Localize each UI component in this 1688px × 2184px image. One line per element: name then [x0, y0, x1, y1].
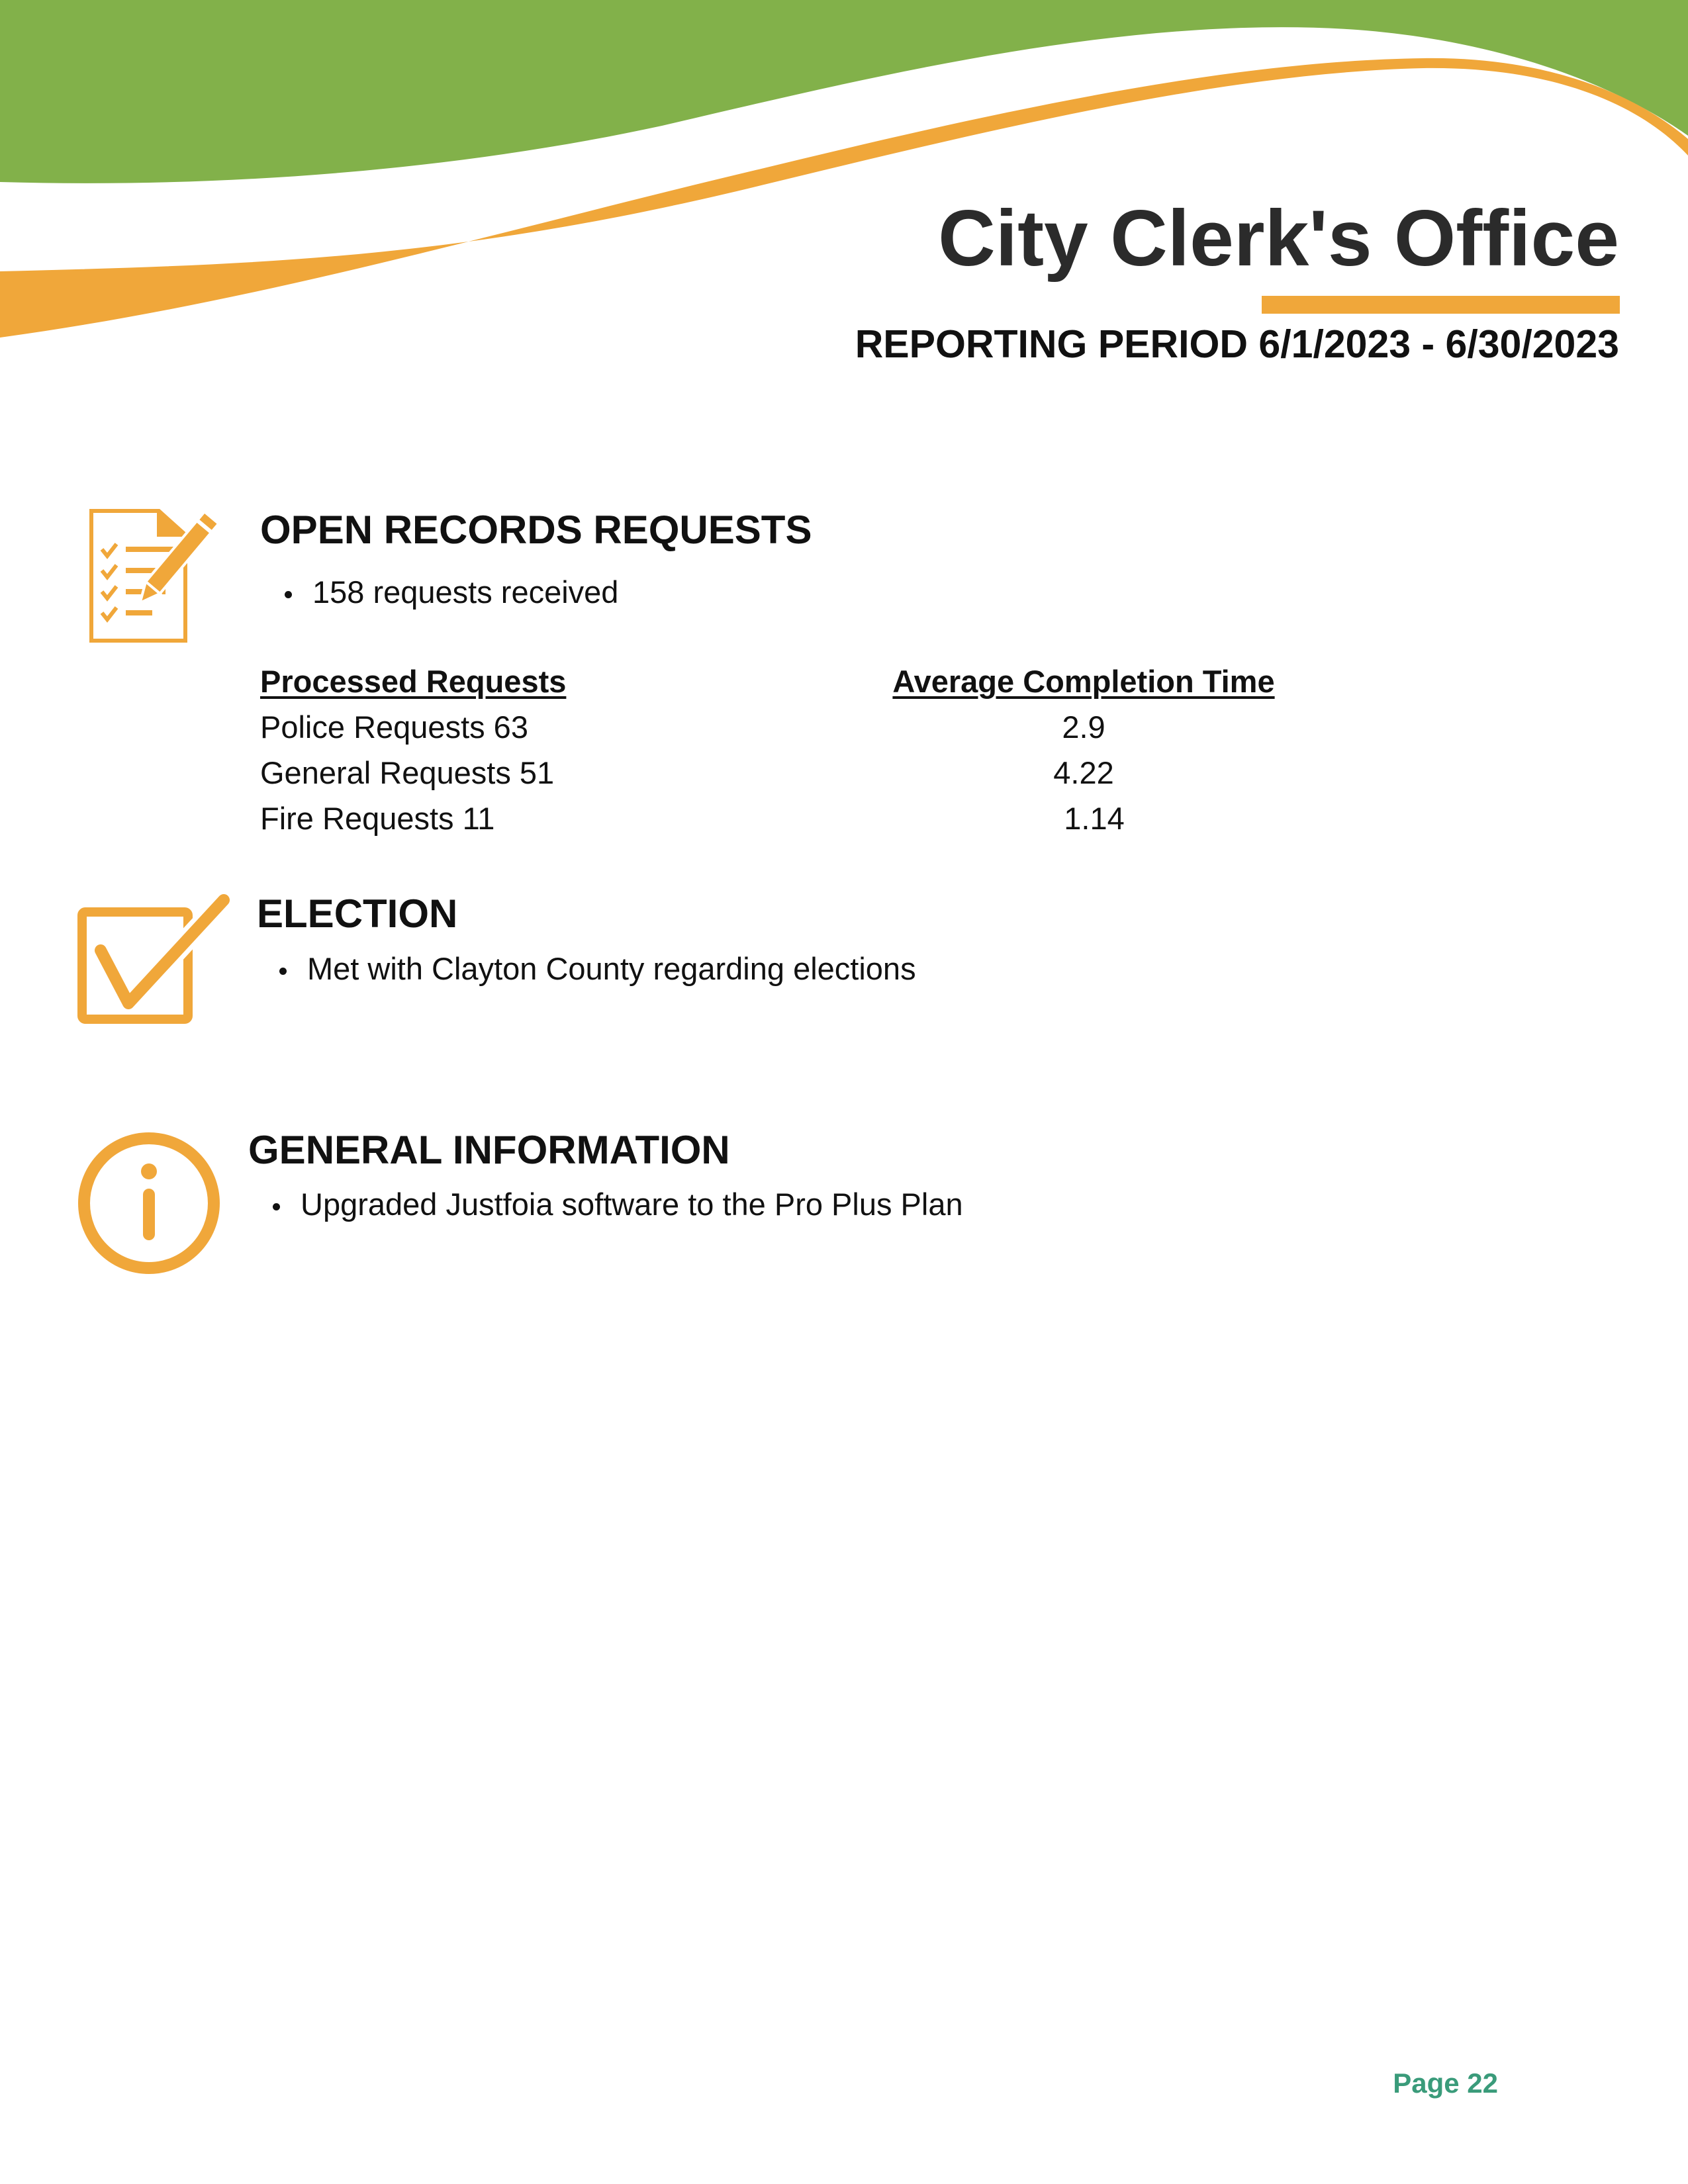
page-title: City Clerk's Office	[938, 194, 1619, 283]
header-swoosh	[0, 0, 1688, 371]
table-row	[260, 800, 1319, 846]
title-underline	[1262, 296, 1620, 314]
processed-requests-table	[260, 663, 1319, 846]
page-number: Page 22	[1393, 2068, 1498, 2099]
request-type-cell: Fire Requests 11	[260, 801, 495, 836]
table-row	[260, 709, 1319, 754]
list-item: 158 requests received	[283, 574, 618, 611]
reporting-period: REPORTING PERIOD 6/1/2023 - 6/30/2023	[855, 322, 1619, 366]
election-heading: ELECTION	[257, 891, 458, 936]
completion-time-cell: 2.9	[1062, 709, 1105, 745]
completion-time-cell: 1.14	[1064, 801, 1125, 836]
table-header-row	[260, 663, 1319, 709]
open-records-bullets	[283, 574, 618, 611]
table-row	[260, 754, 1319, 800]
general-information-bullets	[271, 1186, 963, 1223]
request-type-cell: General Requests 51	[260, 755, 555, 790]
request-type-cell: Police Requests 63	[260, 709, 528, 745]
open-records-heading: OPEN RECORDS REQUESTS	[260, 508, 812, 552]
checklist-pencil-icon	[86, 508, 228, 644]
column-header-average-completion-time: Average Completion Time	[892, 664, 1275, 699]
general-information-heading: GENERAL INFORMATION	[248, 1128, 730, 1172]
list-item: Upgraded Justfoia software to the Pro Plus Plan	[271, 1186, 963, 1223]
info-icon	[76, 1130, 222, 1276]
completion-time-cell: 4.22	[1053, 755, 1114, 790]
checkbox-check-icon	[75, 892, 234, 1024]
list-item: Met with Clayton County regarding elections	[278, 950, 916, 987]
election-bullets	[278, 950, 916, 987]
column-header-processed-requests: Processed Requests	[260, 664, 567, 699]
